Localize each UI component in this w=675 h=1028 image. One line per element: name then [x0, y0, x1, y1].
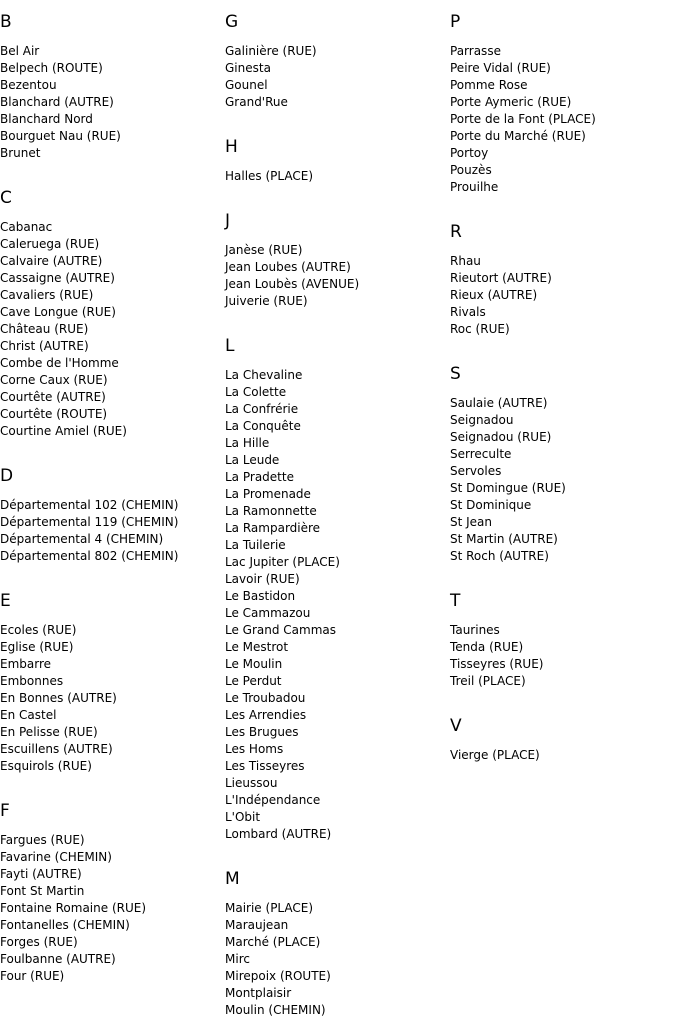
street-item: Lombard (AUTRE): [225, 827, 332, 841]
section-letter: M: [225, 869, 240, 889]
street-item: Mairie (PLACE): [225, 901, 314, 915]
street-item: La Colette: [225, 385, 287, 399]
street-item: Jean Loubès (AVENUE): [225, 277, 360, 291]
street-item: Départemental 4 (CHEMIN): [0, 532, 164, 546]
street-item: Embonnes: [0, 674, 64, 688]
street-item: Cave Longue (RUE): [0, 305, 116, 319]
street-item: Porte du Marché (RUE): [450, 129, 586, 143]
street-item: Servoles: [450, 464, 502, 478]
index-column-3: [450, 0, 675, 764]
street-item: Tenda (RUE): [450, 640, 524, 654]
street-list: [0, 832, 225, 985]
street-item: Ecoles (RUE): [0, 623, 77, 637]
street-list: [0, 497, 225, 565]
street-item: Pomme Rose: [450, 78, 528, 92]
street-item: Rhau: [450, 254, 481, 268]
street-item: Cabanac: [0, 220, 53, 234]
section-letter: T: [450, 591, 461, 611]
section-letter: C: [0, 188, 12, 208]
street-item: Départemental 119 (CHEMIN): [0, 515, 179, 529]
street-item: La Ramonnette: [225, 504, 317, 518]
street-item: Fontaine Romaine (RUE): [0, 901, 147, 915]
street-item: En Castel: [0, 708, 57, 722]
street-item: Seignadou (RUE): [450, 430, 552, 444]
street-item: Escuillens (AUTRE): [0, 742, 113, 756]
street-item: Esquirols (RUE): [0, 759, 92, 773]
street-item: En Pelisse (RUE): [0, 725, 98, 739]
street-item: Seignadou: [450, 413, 514, 427]
street-item: Le Bastidon: [225, 589, 296, 603]
street-item: Bezentou: [0, 78, 57, 92]
section-letter: L: [225, 336, 235, 356]
street-item: Foulbanne (AUTRE): [0, 952, 116, 966]
street-item: Taurines: [450, 623, 500, 637]
street-item: Halles (PLACE): [225, 169, 314, 183]
street-item: Parrasse: [450, 44, 501, 58]
street-item: Rieux (AUTRE): [450, 288, 538, 302]
section-letter: J: [225, 211, 231, 231]
street-item: Combe de l'Homme: [0, 356, 119, 370]
street-item: Le Grand Cammas: [225, 623, 337, 637]
street-item: Bourguet Nau (RUE): [0, 129, 121, 143]
street-item: Le Mestrot: [225, 640, 289, 654]
section-letter: D: [0, 466, 14, 486]
street-item: Château (RUE): [0, 322, 89, 336]
street-item: Lieussou: [225, 776, 278, 790]
section-letter: R: [450, 222, 462, 242]
street-item: Les Brugues: [225, 725, 299, 739]
street-item: Les Homs: [225, 742, 284, 756]
section-letter: B: [0, 12, 12, 32]
street-item: Mirc: [225, 952, 250, 966]
street-item: La Leude: [225, 453, 280, 467]
street-item: Font St Martin: [0, 884, 85, 898]
street-item: La Rampardière: [225, 521, 321, 535]
street-list: [450, 622, 675, 690]
street-item: Juiverie (RUE): [225, 294, 308, 308]
street-item: St Martin (AUTRE): [450, 532, 558, 546]
street-list: [450, 43, 675, 196]
street-item: Vierge (PLACE): [450, 748, 540, 762]
street-item: Rieutort (AUTRE): [450, 271, 552, 285]
street-list: [225, 367, 450, 843]
section-letter: E: [0, 591, 11, 611]
street-item: Maraujean: [225, 918, 289, 932]
street-item: Marché (PLACE): [225, 935, 321, 949]
street-item: En Bonnes (AUTRE): [0, 691, 117, 705]
street-item: Janèse (RUE): [225, 243, 303, 257]
street-list: [0, 219, 225, 440]
street-item: Courtête (AUTRE): [0, 390, 106, 404]
street-item: Lavoir (RUE): [225, 572, 300, 586]
street-item: Fayti (AUTRE): [0, 867, 82, 881]
street-item: Courtine Amiel (RUE): [0, 424, 127, 438]
street-item: Calvaire (AUTRE): [0, 254, 103, 268]
index-column-2: [225, 0, 450, 1019]
street-item: Brunet: [0, 146, 41, 160]
street-item: La Hille: [225, 436, 270, 450]
street-item: La Confrérie: [225, 402, 299, 416]
street-list: [0, 622, 225, 775]
street-item: Le Troubadou: [225, 691, 306, 705]
street-item: St Domingue (RUE): [450, 481, 566, 495]
street-list: [450, 747, 675, 764]
section-letter: H: [225, 137, 238, 157]
street-item: Les Arrendies: [225, 708, 307, 722]
street-item: St Jean: [450, 515, 493, 529]
street-item: L'Indépendance: [225, 793, 321, 807]
street-item: Pouzès: [450, 163, 492, 177]
street-item: Caleruega (RUE): [0, 237, 100, 251]
street-item: Ginesta: [225, 61, 271, 75]
street-item: Eglise (RUE): [0, 640, 74, 654]
street-item: Courtête (ROUTE): [0, 407, 108, 421]
street-list: [450, 253, 675, 338]
street-item: Tisseyres (RUE): [450, 657, 544, 671]
street-item: Gounel: [225, 78, 268, 92]
street-item: Embarre: [0, 657, 52, 671]
street-item: Grand'Rue: [225, 95, 288, 109]
street-item: Favarine (CHEMIN): [0, 850, 112, 864]
street-item: Le Perdut: [225, 674, 282, 688]
section-letter: F: [0, 801, 10, 821]
street-item: Treil (PLACE): [450, 674, 526, 688]
street-item: La Tuilerie: [225, 538, 286, 552]
street-item: Saulaie (AUTRE): [450, 396, 548, 410]
street-list: [225, 242, 450, 310]
street-item: Fontanelles (CHEMIN): [0, 918, 130, 932]
street-item: Portoy: [450, 146, 489, 160]
street-item: Mirepoix (ROUTE): [225, 969, 331, 983]
street-item: St Roch (AUTRE): [450, 549, 549, 563]
street-item: Blanchard Nord: [0, 112, 93, 126]
street-item: Roc (RUE): [450, 322, 510, 336]
street-item: Fargues (RUE): [0, 833, 85, 847]
street-item: La Conquête: [225, 419, 301, 433]
street-item: Corne Caux (RUE): [0, 373, 108, 387]
street-item: Jean Loubes (AUTRE): [225, 260, 351, 274]
street-item: Rivals: [450, 305, 486, 319]
street-item: St Dominique: [450, 498, 532, 512]
section-letter: S: [450, 364, 461, 384]
index-column-1: [0, 0, 225, 985]
street-item: Cavaliers (RUE): [0, 288, 94, 302]
street-list: [225, 168, 450, 185]
street-list: [450, 395, 675, 565]
section-letter: P: [450, 12, 461, 32]
street-item: Galinière (RUE): [225, 44, 317, 58]
street-list: [225, 900, 450, 1019]
street-item: Bel Air: [0, 44, 40, 58]
street-item: Lac Jupiter (PLACE): [225, 555, 340, 569]
street-item: Moulin (CHEMIN): [225, 1003, 326, 1017]
street-list: [0, 43, 225, 162]
street-item: Départemental 802 (CHEMIN): [0, 549, 179, 563]
street-item: Le Moulin: [225, 657, 283, 671]
street-item: La Pradette: [225, 470, 294, 484]
street-item: Cassaigne (AUTRE): [0, 271, 115, 285]
street-item: La Promenade: [225, 487, 311, 501]
street-item: Porte de la Font (PLACE): [450, 112, 596, 126]
street-item: Les Tisseyres: [225, 759, 305, 773]
street-list: [225, 43, 450, 111]
street-item: Forges (RUE): [0, 935, 78, 949]
street-item: La Chevaline: [225, 368, 303, 382]
street-item: Montplaisir: [225, 986, 292, 1000]
street-item: Four (RUE): [0, 969, 65, 983]
street-item: Le Cammazou: [225, 606, 311, 620]
street-item: Christ (AUTRE): [0, 339, 89, 353]
section-letter: V: [450, 716, 462, 736]
street-item: Blanchard (AUTRE): [0, 95, 114, 109]
street-item: Peire Vidal (RUE): [450, 61, 551, 75]
street-item: Belpech (ROUTE): [0, 61, 103, 75]
street-item: Porte Aymeric (RUE): [450, 95, 572, 109]
street-item: Prouilhe: [450, 180, 499, 194]
street-item: L'Obit: [225, 810, 261, 824]
street-item: Départemental 102 (CHEMIN): [0, 498, 179, 512]
section-letter: G: [225, 12, 239, 32]
street-item: Serreculte: [450, 447, 512, 461]
